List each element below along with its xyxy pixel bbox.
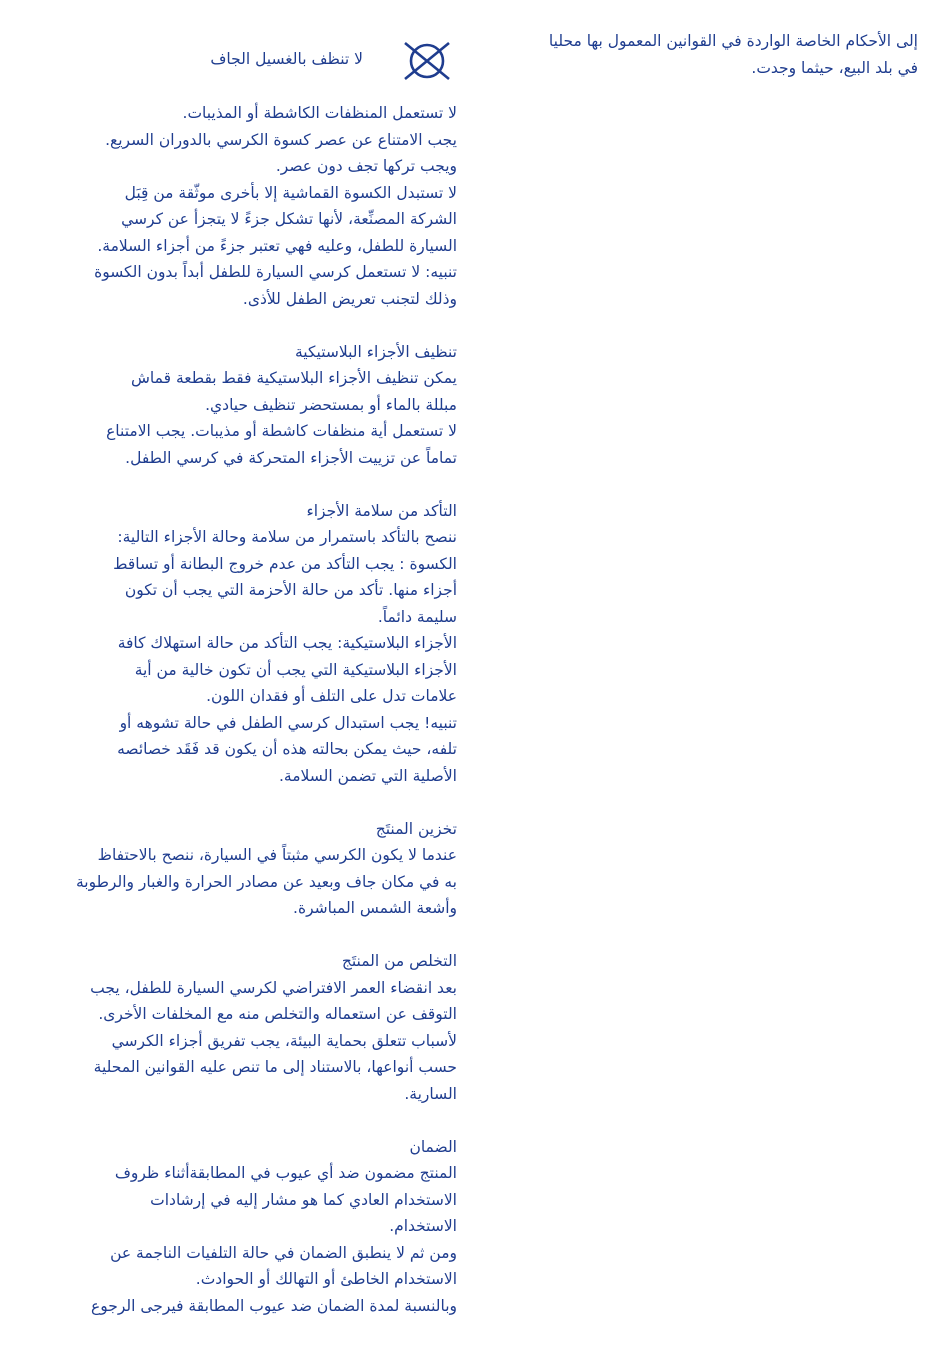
care-warnings-section: [20, 100, 457, 312]
disposal-section: [20, 948, 457, 1107]
text-line: عندما لا يكون الكرسي مثبتاً في السيارة، ننصح بالاحتفاظ: [97, 846, 457, 864]
intro-text: [490, 28, 918, 81]
text-line: وذلك لتجنب تعريض الطفل للأذى.: [242, 289, 457, 308]
text-line: الكسوة : يجب التأكد من عدم خروج البطانة أو تساقط: [113, 554, 457, 573]
text-line: الأصلية التي تضمن السلامة.: [279, 766, 457, 785]
text-line: السيارة للطفل، وعليه فهي تعتبر جزءً من أجزاء السلامة.: [97, 236, 457, 255]
text-line: الاستخدام.: [389, 1217, 457, 1235]
text-line: أجزاء منها. تأكد من حالة الأحزمة التي يجب أن تكون: [124, 581, 457, 599]
care-symbol: [185, 40, 455, 82]
no-dry-clean-icon: [399, 40, 455, 82]
text-line: حسب أنواعها، بالاستناد إلى ما تنص عليه القوانين المحلية: [93, 1058, 457, 1076]
parts-check-section: [20, 498, 457, 790]
text-line: وبالنسبة لمدة الضمان ضد عيوب المطابقة فيرجى الرجوع: [91, 1296, 457, 1315]
text-line: وأشعة الشمس المباشرة.: [293, 899, 457, 917]
text-line: التوقف عن استعماله والتخلص منه مع المخلفات الأخرى.: [98, 1005, 457, 1023]
plastic-cleaning-section: [20, 339, 457, 472]
text-line: تماماً عن تزييت الأجزاء المتحركة في كرسي الطفل.: [125, 448, 457, 467]
text-line: تنبيه: لا تستعمل كرسي السيارة للطفل أبداً بدون الكسوة: [94, 263, 457, 281]
text-line: الشركة المصنِّعة، لأنها تشكل جزءً لا يتجزأ عن كرسي: [121, 210, 457, 228]
care-symbol-label: لا تنظف بالغسيل الجاف: [210, 50, 363, 68]
main-text: [20, 100, 457, 1319]
text-line: في بلد البيع، حيثما وجدت.: [751, 58, 918, 77]
section-heading: الضمان: [409, 1137, 457, 1156]
text-line: الاستخدام العادي كما هو مشار إليه في إرشادات: [150, 1190, 457, 1209]
text-line: الأجزاء البلاستيكية: يجب التأكد من حالة استهلاك كافة: [117, 634, 457, 652]
text-line: ننصح بالتأكد باستمرار من سلامة وحالة الأجزاء التالية:: [117, 528, 457, 546]
section-heading: تنظيف الأجزاء البلاستيكية: [294, 342, 457, 361]
text-line: بعد انقضاء العمر الافتراضي لكرسي السيارة للطفل، يجب: [90, 978, 457, 997]
text-line: إلى الأحكام الخاصة الواردة في القوانين المعمول بها محليا: [548, 32, 918, 50]
text-line: ويجب تركها تجف دون عصر.: [275, 157, 457, 175]
text-line: لا تستبدل الكسوة القماشية إلا بأخرى موثّقة من قِبَل: [124, 183, 457, 202]
storage-section: [20, 816, 457, 922]
warranty-section: [20, 1134, 457, 1320]
text-line: يمكن تنظيف الأجزاء البلاستيكية فقط بقطعة قماش: [131, 369, 457, 387]
section-heading: التأكد من سلامة الأجزاء: [306, 501, 457, 520]
text-line: لأسباب تتعلق بحماية البيئة، يجب تفريق أجزاء الكرسي: [111, 1031, 457, 1050]
text-line: الاستخدام الخاطئ أو التهالك أو الحوادث.: [195, 1270, 457, 1288]
text-line: يجب الامتناع عن عصر كسوة الكرسي بالدوران السريع.: [105, 130, 457, 149]
text-line: السارية.: [404, 1084, 457, 1103]
text-line: تنبيه! يجب استبدال كرسي الطفل في حالة تشوهه أو: [119, 713, 457, 732]
text-line: ومن ثم لا ينطبق الضمان في حالة التلفيات الناجمة عن: [110, 1243, 457, 1262]
text-line: لا تستعمل المنظفات الكاشطة أو المذيبات.: [182, 104, 457, 122]
text-line: الأجزاء البلاستيكية التي يجب أن تكون خالية من أية: [134, 660, 457, 679]
text-line: المنتج مضمون ضد أي عيوب في المطابقةأثناء ظروف: [114, 1164, 457, 1182]
text-line: تلفه، حيث يمكن بحالته هذه أن يكون قد فَقَد خصائصه: [117, 740, 457, 758]
section-heading: تخزين المنتَج: [375, 819, 457, 838]
text-line: علامات تدل على التلف أو فقدان اللون.: [206, 687, 457, 705]
text-line: لا تستعمل أية منظفات كاشطة أو مذيبات. يجب الامتناع: [106, 422, 457, 440]
text-line: سليمة دائماً.: [377, 607, 457, 626]
text-line: به في مكان جاف وبعيد عن مصادر الحرارة والغبار والرطوبة: [75, 872, 457, 891]
section-heading: التخلص من المنتَج: [341, 952, 457, 970]
text-line: مبللة بالماء أو بمستحضر تنظيف حيادي.: [205, 395, 457, 414]
